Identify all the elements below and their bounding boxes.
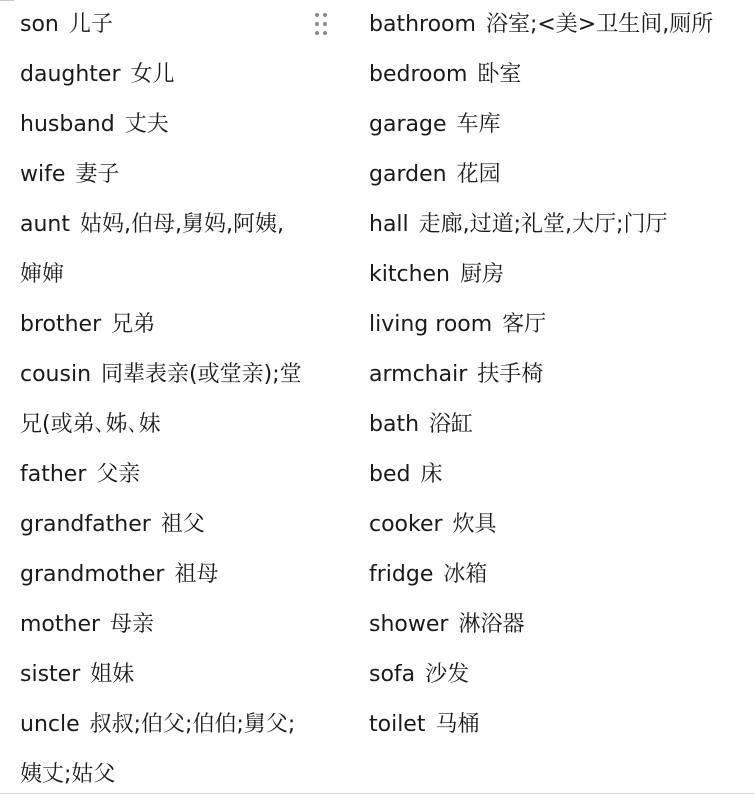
vocab-line — [20, 250, 360, 300]
left-vocabulary-column — [20, 0, 360, 800]
vocab-line — [369, 150, 749, 200]
english-word: mother — [20, 612, 101, 637]
english-word: uncle — [20, 712, 80, 737]
chinese-meaning: 扶手椅 — [477, 362, 544, 387]
vocab-line — [369, 250, 749, 300]
vocab-line — [20, 200, 360, 250]
vocab-line — [369, 650, 749, 700]
chinese-meaning: 花园 — [456, 162, 501, 187]
vocab-line — [20, 550, 360, 600]
chinese-meaning: 父亲 — [96, 462, 141, 487]
chinese-meaning: 车库 — [456, 112, 501, 137]
vocab-line — [20, 400, 360, 450]
chinese-meaning: 妻子 — [75, 162, 120, 187]
english-word: cousin — [20, 362, 92, 387]
vocab-line — [369, 200, 749, 250]
chinese-meaning: 客厅 — [502, 312, 547, 337]
drag-handle-icon[interactable] — [314, 12, 332, 38]
vocab-line — [369, 450, 749, 500]
vocab-line — [20, 450, 360, 500]
english-word: bed — [369, 462, 411, 487]
english-word: bath — [369, 412, 420, 437]
vocab-line — [369, 100, 749, 150]
english-word: aunt — [20, 212, 70, 237]
right-vocabulary-column — [369, 0, 749, 750]
chinese-meaning: 冰箱 — [443, 562, 488, 587]
english-word: grandfather — [20, 512, 151, 537]
vocab-line — [369, 550, 749, 600]
english-word: bedroom — [369, 62, 468, 87]
english-word: living room — [369, 312, 493, 337]
vocab-line — [20, 600, 360, 650]
vocab-line — [369, 50, 749, 100]
vocab-line — [369, 400, 749, 450]
vocab-line — [20, 300, 360, 350]
vocab-line — [369, 700, 749, 750]
chinese-meaning: 浴缸 — [429, 412, 474, 437]
chinese-meaning: 厨房 — [460, 262, 505, 287]
chinese-meaning: 兄弟 — [111, 312, 156, 337]
chinese-meaning: 床 — [420, 462, 443, 487]
chinese-meaning: 女儿 — [130, 62, 175, 87]
chinese-meaning: 淋浴器 — [458, 612, 525, 637]
chinese-meaning: 卧室 — [477, 62, 522, 87]
chinese-meaning: 丈夫 — [124, 112, 169, 137]
english-word: sister — [20, 662, 81, 687]
chinese-meaning: 姨丈;姑父 — [20, 762, 116, 787]
vocab-line — [20, 100, 360, 150]
vocab-line — [369, 300, 749, 350]
chinese-meaning: 马桶 — [435, 712, 480, 737]
chinese-meaning: 同辈表亲(或堂亲);堂 — [101, 362, 302, 387]
bottom-divider — [0, 793, 754, 794]
chinese-meaning: 儿子 — [68, 12, 113, 37]
vocab-line — [369, 350, 749, 400]
chinese-meaning: 祖父 — [160, 512, 205, 537]
english-word: shower — [369, 612, 449, 637]
vocab-line — [369, 600, 749, 650]
english-word: father — [20, 462, 87, 487]
english-word: armchair — [369, 362, 468, 387]
english-word: cooker — [369, 512, 443, 537]
english-word: son — [20, 12, 59, 37]
chinese-meaning: 炊具 — [452, 512, 497, 537]
vocab-line — [369, 500, 749, 550]
corner-rule — [0, 0, 14, 1]
chinese-meaning: 婶婶 — [20, 262, 65, 287]
english-word: grandmother — [20, 562, 165, 587]
chinese-meaning: 浴室;<美>卫生间,厕所 — [485, 12, 714, 37]
vocab-line — [20, 650, 360, 700]
vocab-line — [20, 150, 360, 200]
english-word: bathroom — [369, 12, 476, 37]
english-word: wife — [20, 162, 66, 187]
english-word: kitchen — [369, 262, 450, 287]
chinese-meaning: 祖母 — [174, 562, 219, 587]
chinese-meaning: 沙发 — [425, 662, 470, 687]
chinese-meaning: 母亲 — [110, 612, 155, 637]
vocab-line — [20, 50, 360, 100]
chinese-meaning: 姑妈,伯母,舅妈,阿姨, — [80, 212, 284, 237]
vocab-line — [20, 0, 360, 50]
chinese-meaning: 叔叔;伯父;伯伯;舅父; — [89, 712, 296, 737]
english-word: brother — [20, 312, 102, 337]
english-word: fridge — [369, 562, 434, 587]
english-word: husband — [20, 112, 115, 137]
chinese-meaning: 兄(或弟､姊､妹 — [20, 412, 161, 437]
english-word: toilet — [369, 712, 426, 737]
english-word: hall — [369, 212, 409, 237]
english-word: garage — [369, 112, 447, 137]
english-word: garden — [369, 162, 447, 187]
english-word: daughter — [20, 62, 121, 87]
chinese-meaning: 走廊,过道;礼堂,大厅;门厅 — [418, 212, 668, 237]
vocab-line — [20, 700, 360, 750]
vocab-line — [20, 500, 360, 550]
chinese-meaning: 姐妹 — [90, 662, 135, 687]
vocab-line — [20, 350, 360, 400]
vocab-line — [369, 0, 749, 50]
english-word: sofa — [369, 662, 416, 687]
